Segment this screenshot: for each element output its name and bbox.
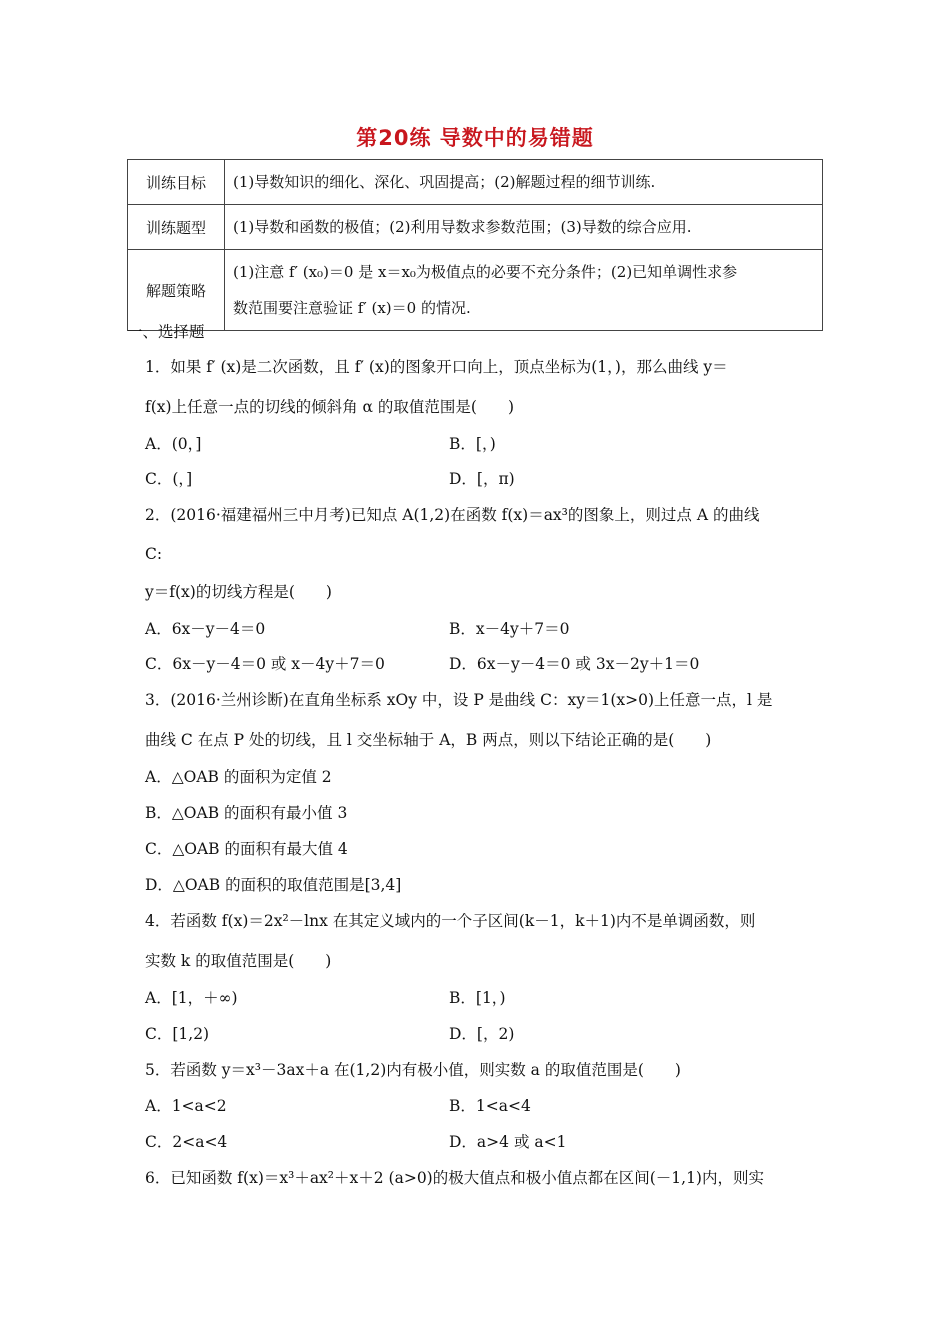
option-a: A．△OAB 的面积为定值 2 (145, 768, 332, 786)
row-text (225, 250, 823, 331)
option-d: D．a>4 或 a<1 (449, 1133, 567, 1151)
question-4-stem: 实数 k 的取值范围是( ) (145, 952, 332, 970)
row-label: 训练目标 (128, 160, 225, 205)
option-c: C．6x－y－4＝0 或 x－4y＋7＝0 (145, 655, 385, 673)
question-2-stem: y＝f(x)的切线方程是( ) (145, 583, 332, 601)
question-3-stem: 3．(2016·兰州诊断)在直角坐标系 xOy 中，设 P 是曲线 C：xy＝1(x>0)上任意一点，l 是 (145, 691, 773, 709)
question-4-stem: 4．若函数 f(x)＝2x²－lnx 在其定义域内的一个子区间(k－1，k＋1)内不是单调函数，则 (145, 912, 756, 930)
option-c: C．(，] (145, 470, 193, 488)
option-b: B．[1，) (449, 989, 506, 1007)
row-text-line: (1)注意 f′ (x₀)＝0 是 x＝x₀为极值点的必要不充分条件；(2)已知单调性求参 (233, 263, 738, 281)
option-b: B．[，) (449, 435, 496, 453)
option-c: C．2<a<4 (145, 1133, 228, 1151)
option-a: A．1<a<2 (145, 1097, 227, 1115)
question-5-stem: 5．若函数 y＝x³－3ax＋a 在(1,2)内有极小值，则实数 a 的取值范围是( ) (145, 1061, 681, 1079)
table-row (128, 250, 823, 331)
option-a: A．(0，] (145, 435, 202, 453)
question-3-stem: 曲线 C 在点 P 处的切线，且 l 交坐标轴于 A，B 两点，则以下结论正确的是( ) (145, 731, 712, 749)
question-1-stem: f(x)上任意一点的切线的倾斜角 α 的取值范围是( ) (145, 398, 514, 416)
row-label: 训练题型 (128, 205, 225, 250)
question-2-stem: 2．(2016·福建福州三中月考)已知点 A(1,2)在函数 f(x)＝ax³的图象上，则过点 A 的曲线 (145, 506, 760, 524)
row-text-line: 数范围要注意验证 f′ (x)＝0 的情况. (233, 299, 471, 317)
option-a: A．6x－y－4＝0 (145, 620, 266, 638)
option-c: C．△OAB 的面积有最大值 4 (145, 840, 348, 858)
row-text: (1)导数和函数的极值；(2)利用导数求参数范围；(3)导数的综合应用. (225, 205, 823, 250)
page-title: 第20练 导数中的易错题 (356, 126, 594, 150)
option-d: D．[，π) (449, 470, 515, 488)
row-label: 解题策略 (128, 250, 225, 331)
option-b: B．△OAB 的面积有最小值 3 (145, 804, 348, 822)
option-b: B．1<a<4 (449, 1097, 531, 1115)
section-heading: 一、选择题 (127, 323, 205, 341)
option-d: D．6x－y－4＝0 或 3x－2y＋1＝0 (449, 655, 700, 673)
option-b: B．x－4y＋7＝0 (449, 620, 570, 638)
row-text: (1)导数知识的细化、深化、巩固提高；(2)解题过程的细节训练. (225, 160, 823, 205)
table-row (128, 160, 823, 205)
option-d: D．[，2) (449, 1025, 515, 1043)
question-2-stem: C: (145, 545, 163, 563)
option-c: C．[1,2) (145, 1025, 210, 1043)
training-info-table (127, 159, 823, 331)
question-6-stem: 6．已知函数 f(x)＝x³＋ax²＋x＋2 (a>0)的极大值点和极小值点都在区间(－1,1)内，则实 (145, 1169, 764, 1187)
table-row (128, 205, 823, 250)
option-d: D．△OAB 的面积的取值范围是[3,4] (145, 876, 402, 894)
question-1-stem: 1．如果 f′ (x)是二次函数，且 f′ (x)的图象开口向上，顶点坐标为(1，)，那么曲线 y＝ (145, 358, 728, 376)
option-a: A．[1，＋∞) (145, 989, 238, 1007)
